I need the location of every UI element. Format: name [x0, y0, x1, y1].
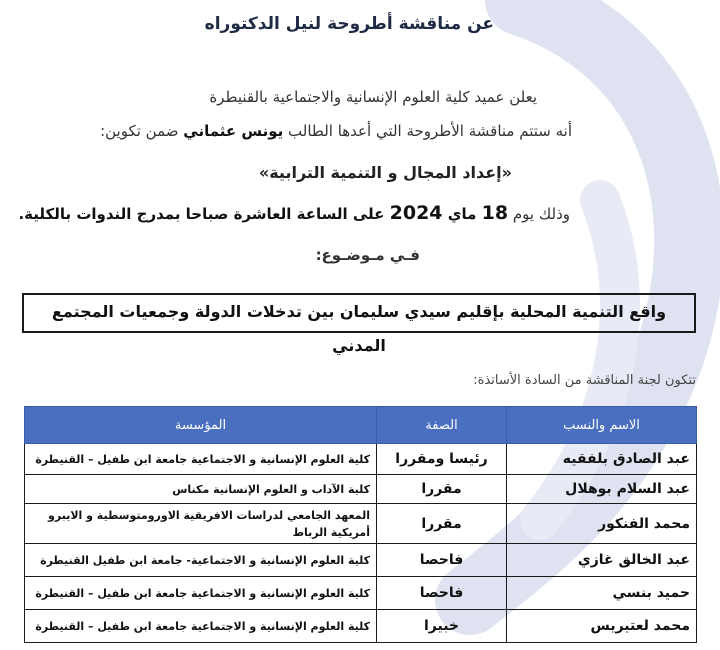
member-institution: كلية العلوم الإنسانية و الاجتماعية جامعة ابن طفيل – القنيطرة	[25, 577, 377, 610]
member-name: عبد الصادق بلفقيه	[507, 444, 697, 475]
member-role: خبيرا	[377, 610, 507, 643]
table-row	[25, 475, 697, 504]
member-role: رئيسا ومقررا	[377, 444, 507, 475]
announcement-line-2	[100, 122, 572, 140]
member-name: عبد السلام بوهلال	[507, 475, 697, 504]
header-name: الاسم والنسب	[507, 407, 697, 444]
member-role: مقررا	[377, 504, 507, 544]
table-header-row	[25, 407, 697, 444]
committee-table	[24, 406, 697, 643]
defense-month: ماي	[442, 205, 482, 223]
member-role: فاحصا	[377, 544, 507, 577]
defense-date-line	[18, 202, 570, 224]
table-row	[25, 577, 697, 610]
thesis-subject-box	[22, 293, 696, 355]
table-row	[25, 504, 697, 544]
committee-intro: تتكون لجنة المناقشة من السادة الأساتذة:	[473, 373, 696, 388]
program-name: «إعداد المجال و التنمية الترابية»	[258, 163, 512, 182]
page-title: عن مناقشة أطروحة لنيل الدكتوراه	[204, 14, 494, 34]
member-name: حميد بنسي	[507, 577, 697, 610]
defense-year: 2024	[389, 202, 443, 224]
header-role: الصفة	[377, 407, 507, 444]
member-role: مقررا	[377, 475, 507, 504]
member-institution: كلية العلوم الإنسانية و الاجتماعية- جامعة ابن طفيل القنيطرة	[25, 544, 377, 577]
member-role: فاحصا	[377, 577, 507, 610]
line2-prefix: أنه ستتم مناقشة الأطروحة التي أعدها الطالب	[283, 122, 572, 140]
table-row	[25, 444, 697, 475]
line2-suffix: ضمن تكوين:	[100, 122, 184, 140]
thesis-subject-title: واقع التنمية المحلية بإقليم سيدي سليمان بين تدخلات الدولة وجمعيات المجتمع المدني	[51, 302, 667, 355]
defense-day: 18	[481, 202, 509, 224]
table-row	[25, 610, 697, 643]
member-institution: كلية الآداب و العلوم الإنسانية مكناس	[25, 475, 377, 504]
announcement-line-1: يعلن عميد كلية العلوم الإنسانية والاجتماعية بالقنيطرة	[209, 88, 537, 106]
subject-label: فـي مـوضـوع:	[315, 246, 420, 264]
member-name: عبد الخالق غازي	[507, 544, 697, 577]
header-institution: المؤسسة	[25, 407, 377, 444]
member-name: محمد لعتيريس	[507, 610, 697, 643]
student-name: يونس عثماني	[183, 122, 284, 140]
date-prefix: وذلك يوم	[508, 205, 570, 223]
date-suffix: على الساعة العاشرة صباحا بمدرج الندوات بالكلية.	[18, 205, 390, 223]
member-name: محمد الفنكور	[507, 504, 697, 544]
member-institution: كلية العلوم الإنسانية و الاجتماعية جامعة ابن طفيل – القنيطرة	[25, 444, 377, 475]
member-institution: كلية العلوم الإنسانية و الاجتماعية جامعة ابن طفيل – القنيطرة	[25, 610, 377, 643]
member-institution: المعهد الجامعي لدراسات الافريقية الاورومتوسطية و الايبرو أمريكية الرباط	[25, 504, 377, 544]
table-row	[25, 544, 697, 577]
